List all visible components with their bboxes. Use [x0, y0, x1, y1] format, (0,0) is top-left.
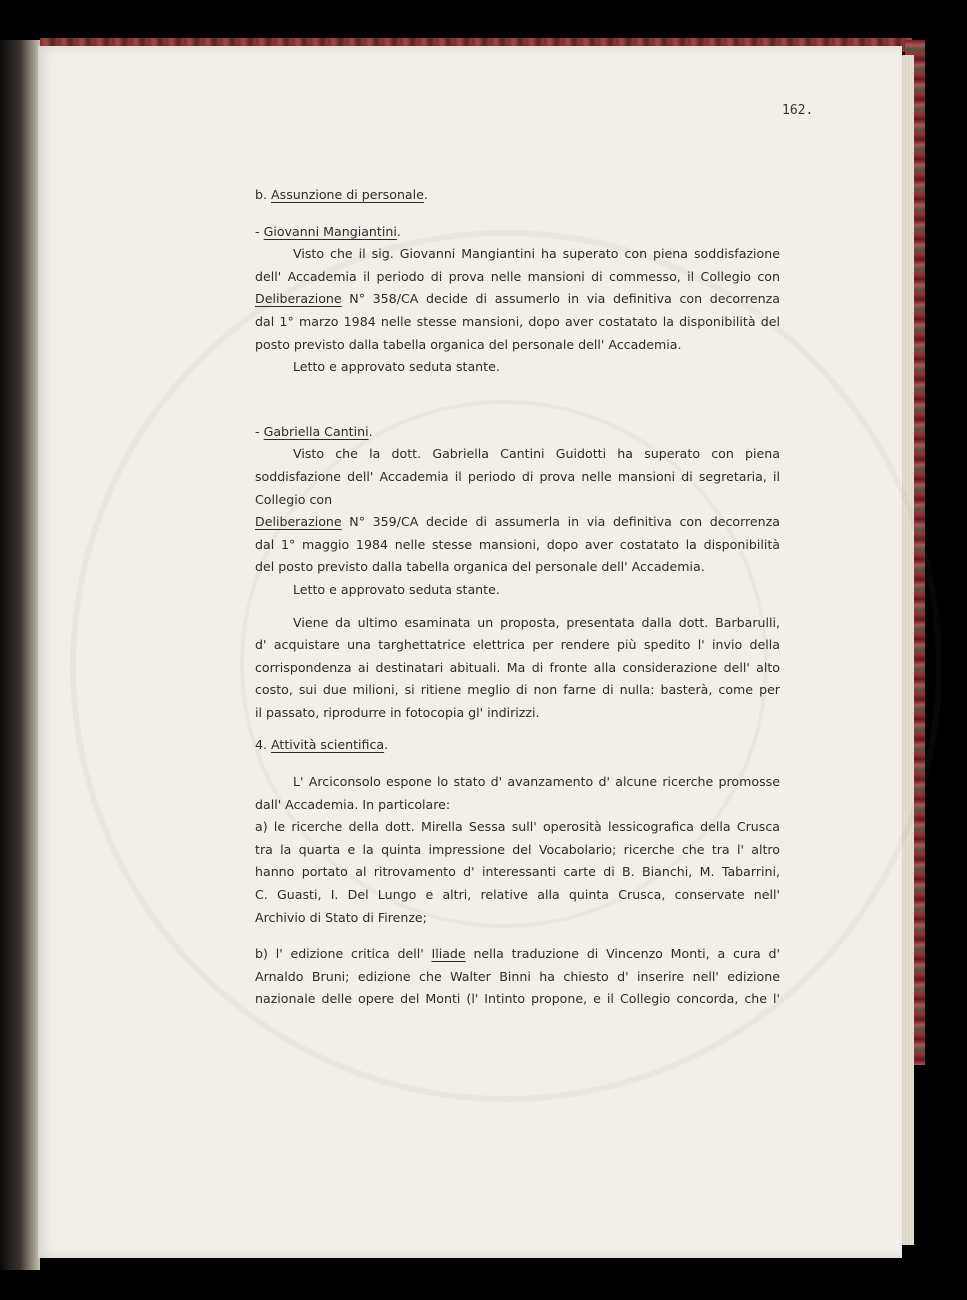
person-heading-cantini	[255, 421, 780, 444]
deliberation-line	[255, 511, 780, 534]
text-line: C. Guasti, I. Del Lungo e altri, relative alla quinta Crusca, conservate nell'	[255, 887, 780, 903]
section-title: Attività scientifica	[271, 737, 385, 753]
text-line: Viene da ultimo esaminata un proposta, presentata dalla dott. Barbarulli,	[293, 614, 780, 630]
text-line: posto previsto dalla tabella organica del personale dell' Accademia.	[255, 336, 682, 352]
book-binding-edge	[0, 40, 40, 1270]
person-suffix: .	[396, 223, 401, 239]
item-b-text: b) l' edizione critica dell'	[255, 946, 432, 962]
text-line: Arnaldo Bruni; edizione che Walter Binni ha chiesto d' inserire nell' edizione	[255, 968, 780, 984]
text-line: nazionale delle opere del Monti (l' Intinto propone, e il Collegio concorda, che l'	[255, 991, 780, 1007]
text-line: dal 1° marzo 1984 nelle stesse mansioni, dopo aver costatato la disponibilità del	[255, 313, 780, 329]
person-name: Gabriella Cantini	[263, 423, 369, 439]
section-prefix: 4.	[255, 737, 272, 753]
text-line: Visto che il sig. Giovanni Mangiantini ha superato con piena soddisfazione	[293, 246, 780, 262]
deliberation-text: N° 358/CA decide di assumerlo in via definitiva con decorrenza	[341, 291, 780, 307]
dash: -	[255, 423, 264, 439]
text-line: Visto che la dott. Gabriella Cantini Guidotti ha superato con piena	[293, 446, 780, 462]
text-line: a) le ricerche della dott. Mirella Sessa sull' operosità lessicografica della Crusca	[255, 819, 780, 835]
approval-line: Letto e approvato seduta stante.	[293, 581, 500, 597]
text-line: L' Arciconsolo espone lo stato d' avanzamento d' alcune ricerche promosse	[293, 774, 780, 790]
deliberation-label: Deliberazione	[255, 291, 342, 307]
section-heading-b	[255, 184, 780, 207]
text-line: dall' Accademia. In particolare:	[255, 796, 451, 812]
text-line: corrispondenza ai destinatari abituali. Ma di fronte alla considerazione dell' alto	[255, 659, 780, 675]
approval-line: Letto e approvato seduta stante.	[293, 359, 500, 375]
section-suffix: .	[384, 737, 389, 753]
deliberation-label: Deliberazione	[255, 514, 342, 530]
section-title: Assunzione di personale	[271, 187, 424, 202]
text-line: Archivio di Stato di Firenze;	[255, 909, 427, 925]
page-number: 162.	[782, 103, 814, 118]
text-line: il passato, riprodurre in fotocopia gl' indirizzi.	[255, 704, 540, 720]
text-line: Collegio con	[255, 491, 333, 507]
dash: -	[255, 223, 264, 239]
person-heading-mangiantini	[255, 221, 780, 244]
section-heading-4	[255, 734, 780, 757]
section-prefix: b.	[255, 187, 272, 202]
text-line: costo, sui due milioni, si ritiene meglio di non farne di nulla: basterà, come per	[255, 682, 780, 698]
section-suffix: .	[423, 187, 428, 202]
text-line: del posto previsto dalla tabella organica del personale dell' Accademia.	[255, 559, 705, 575]
text-line: dal 1° maggio 1984 nelle stesse mansioni, dopo aver costatato la disponibilità	[255, 536, 780, 552]
text-line: soddisfazione dell' Accademia il periodo di prova nelle mansioni di segretaria, il	[255, 468, 780, 484]
text-line: tra la quarta e la quinta impressione del Vocabolario; ricerche che tra l' altro	[255, 841, 780, 857]
list-item-b	[255, 943, 780, 966]
person-suffix: .	[368, 423, 373, 439]
item-b-text: nella traduzione di Vincenzo Monti, a cura d'	[465, 946, 780, 962]
deliberation-line	[255, 288, 780, 311]
document-body	[255, 184, 780, 1011]
work-title: Iliade	[431, 946, 466, 962]
text-line: d' acquistare una targhettatrice elettrica per rendere più spedito l' invio della	[255, 637, 780, 653]
person-name: Giovanni Mangiantini	[263, 223, 397, 239]
text-line: dell' Accademia il periodo di prova nelle mansioni di commesso, il Collegio con	[255, 268, 780, 284]
deliberation-text: N° 359/CA decide di assumerla in via definitiva con decorrenza	[341, 514, 780, 530]
text-line: hanno portato al ritrovamento d' interessanti carte di B. Bianchi, M. Tabarrini,	[255, 864, 780, 880]
